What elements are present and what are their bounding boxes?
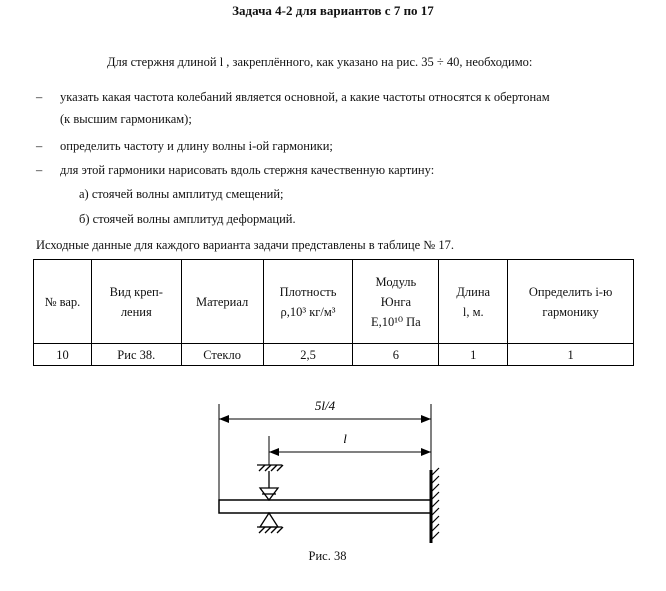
table-note: Исходные данные для каждого варианта задачи представлены в таблице № 17. (36, 238, 454, 252)
subitem-a: а) стоячей волны амплитуд смещений; (79, 187, 284, 201)
intro-text: Для стержня длиной l , закреплённого, как указано на рис. 35 ÷ 40, необходимо: (107, 55, 533, 69)
rod-diagram (0, 380, 666, 545)
subitem-b: б) стоячей волны амплитуд деформаций. (79, 212, 296, 226)
header-density: Плотность ρ,10³ кг/м³ (263, 260, 353, 344)
cell-modulus: 6 (353, 344, 439, 366)
bullet-continuation: (к высшим гармоникам); (60, 112, 192, 126)
table-header-row (34, 260, 634, 344)
dimension-label-length: l (343, 431, 347, 446)
bottom-pin-support (257, 513, 283, 533)
cell-harmonic: 1 (508, 344, 634, 366)
header-material: Материал (181, 260, 263, 344)
header-variant: № вар. (34, 260, 92, 344)
rod (219, 500, 431, 513)
table-row (34, 344, 634, 366)
dimension-label-total: 5l/4 (314, 398, 336, 413)
header-harmonic: Определить i-ю гармонику (508, 260, 634, 344)
cell-mount: Рис 38. (91, 344, 181, 366)
bullet-dash: – (36, 139, 43, 153)
bullet-dash: – (36, 90, 43, 104)
cell-density: 2,5 (263, 344, 353, 366)
fixed-wall (431, 468, 439, 543)
bullet-text: для этой гармоники нарисовать вдоль стержня качественную картину: (60, 163, 435, 177)
bullet-text: определить частоту и длину волны i-ой гармоники; (60, 139, 333, 153)
bullet-text: указать какая частота колебаний является основной, а какие частоты относятся к обертонам (60, 90, 550, 104)
bullet-item-2 (36, 139, 333, 154)
bullet-item-3 (36, 163, 434, 178)
header-length: Длина l, м. (439, 260, 508, 344)
data-table (33, 259, 634, 366)
top-pin-support (257, 465, 283, 500)
bullet-item-1 (36, 90, 550, 105)
cell-length: 1 (439, 344, 508, 366)
bullet-dash: – (36, 163, 43, 177)
cell-material: Стекло (181, 344, 263, 366)
task-title: Задача 4-2 для вариантов с 7 по 17 (232, 3, 434, 18)
header-mount: Вид креп- ления (91, 260, 181, 344)
cell-variant: 10 (34, 344, 92, 366)
header-youngs-modulus: Модуль Юнга E,10¹⁰ Па (353, 260, 439, 344)
figure-caption: Рис. 38 (308, 549, 347, 563)
